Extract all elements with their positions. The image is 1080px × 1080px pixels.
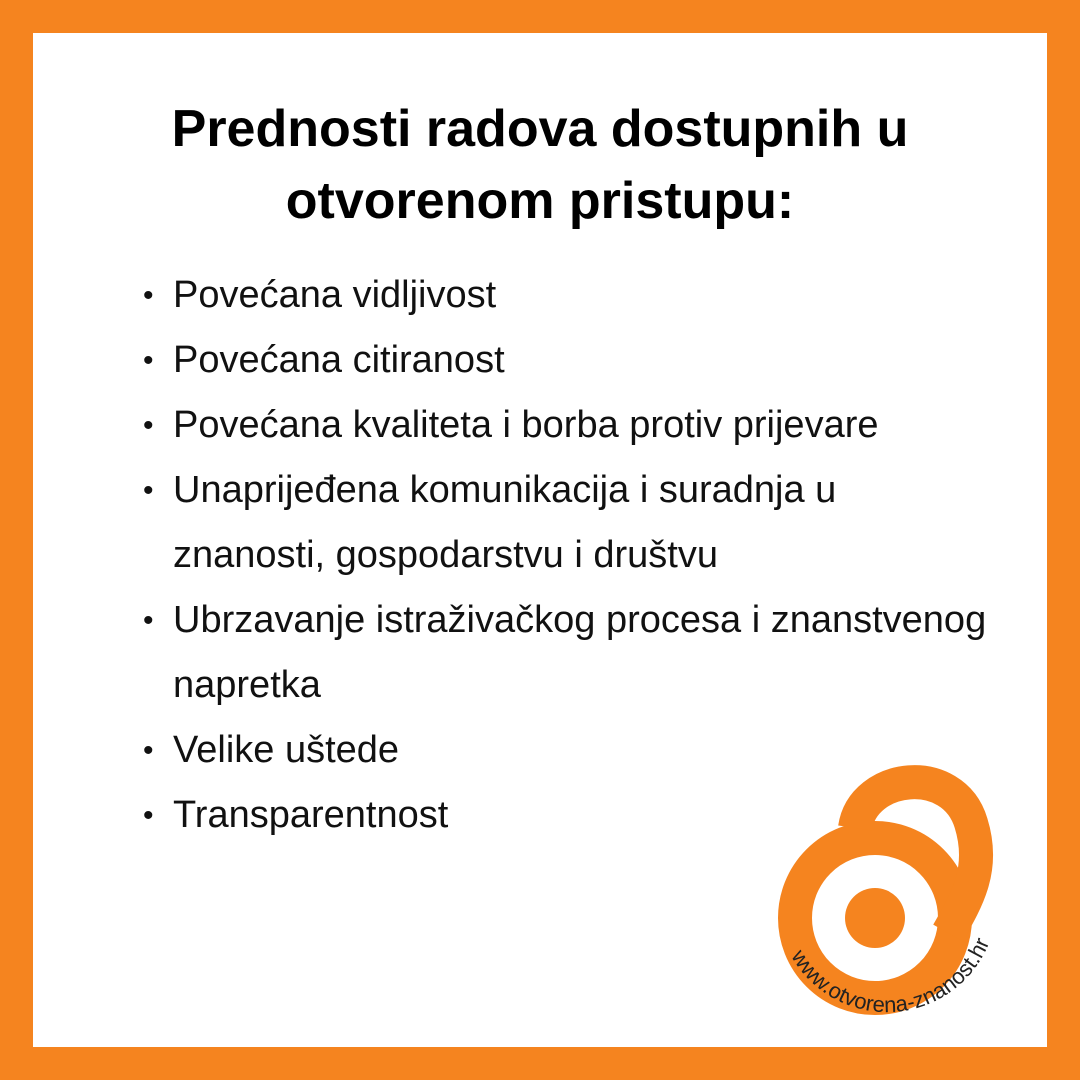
list-item — [143, 458, 993, 588]
logo-url-text: www.otvorena-znanost.hr — [786, 934, 995, 1018]
list-item-text: Povećana citiranost — [173, 339, 505, 381]
list-item — [143, 393, 993, 458]
bullet-icon: • — [143, 409, 154, 442]
bullet-icon: • — [143, 734, 154, 767]
list-item-text: Unaprijeđena komunikacija i suradnja u znanosti, gospodarstvu i društvu — [173, 469, 837, 576]
list-item-text: Povećana kvaliteta i borba protiv prijevare — [173, 404, 879, 446]
list-item-text: Povećana vidljivost — [173, 274, 497, 316]
bullet-icon: • — [143, 474, 154, 507]
bullet-icon: • — [143, 604, 154, 637]
bullet-icon: • — [143, 344, 154, 377]
content-card — [33, 33, 1047, 1047]
bullet-icon: • — [143, 279, 154, 312]
list-item — [143, 328, 993, 393]
list-item-text: Transparentnost — [173, 794, 449, 836]
list-item-text: Ubrzavanje istraživačkog procesa i znanstvenog napretka — [173, 599, 987, 706]
list-item — [143, 263, 993, 328]
bullet-icon: • — [143, 799, 154, 832]
list-item-text: Velike uštede — [173, 729, 400, 771]
list-item — [143, 588, 993, 718]
page-title: Prednosti radova dostupnih u otvorenom pristupu: — [171, 100, 909, 230]
open-access-lock-icon — [763, 743, 1023, 1033]
